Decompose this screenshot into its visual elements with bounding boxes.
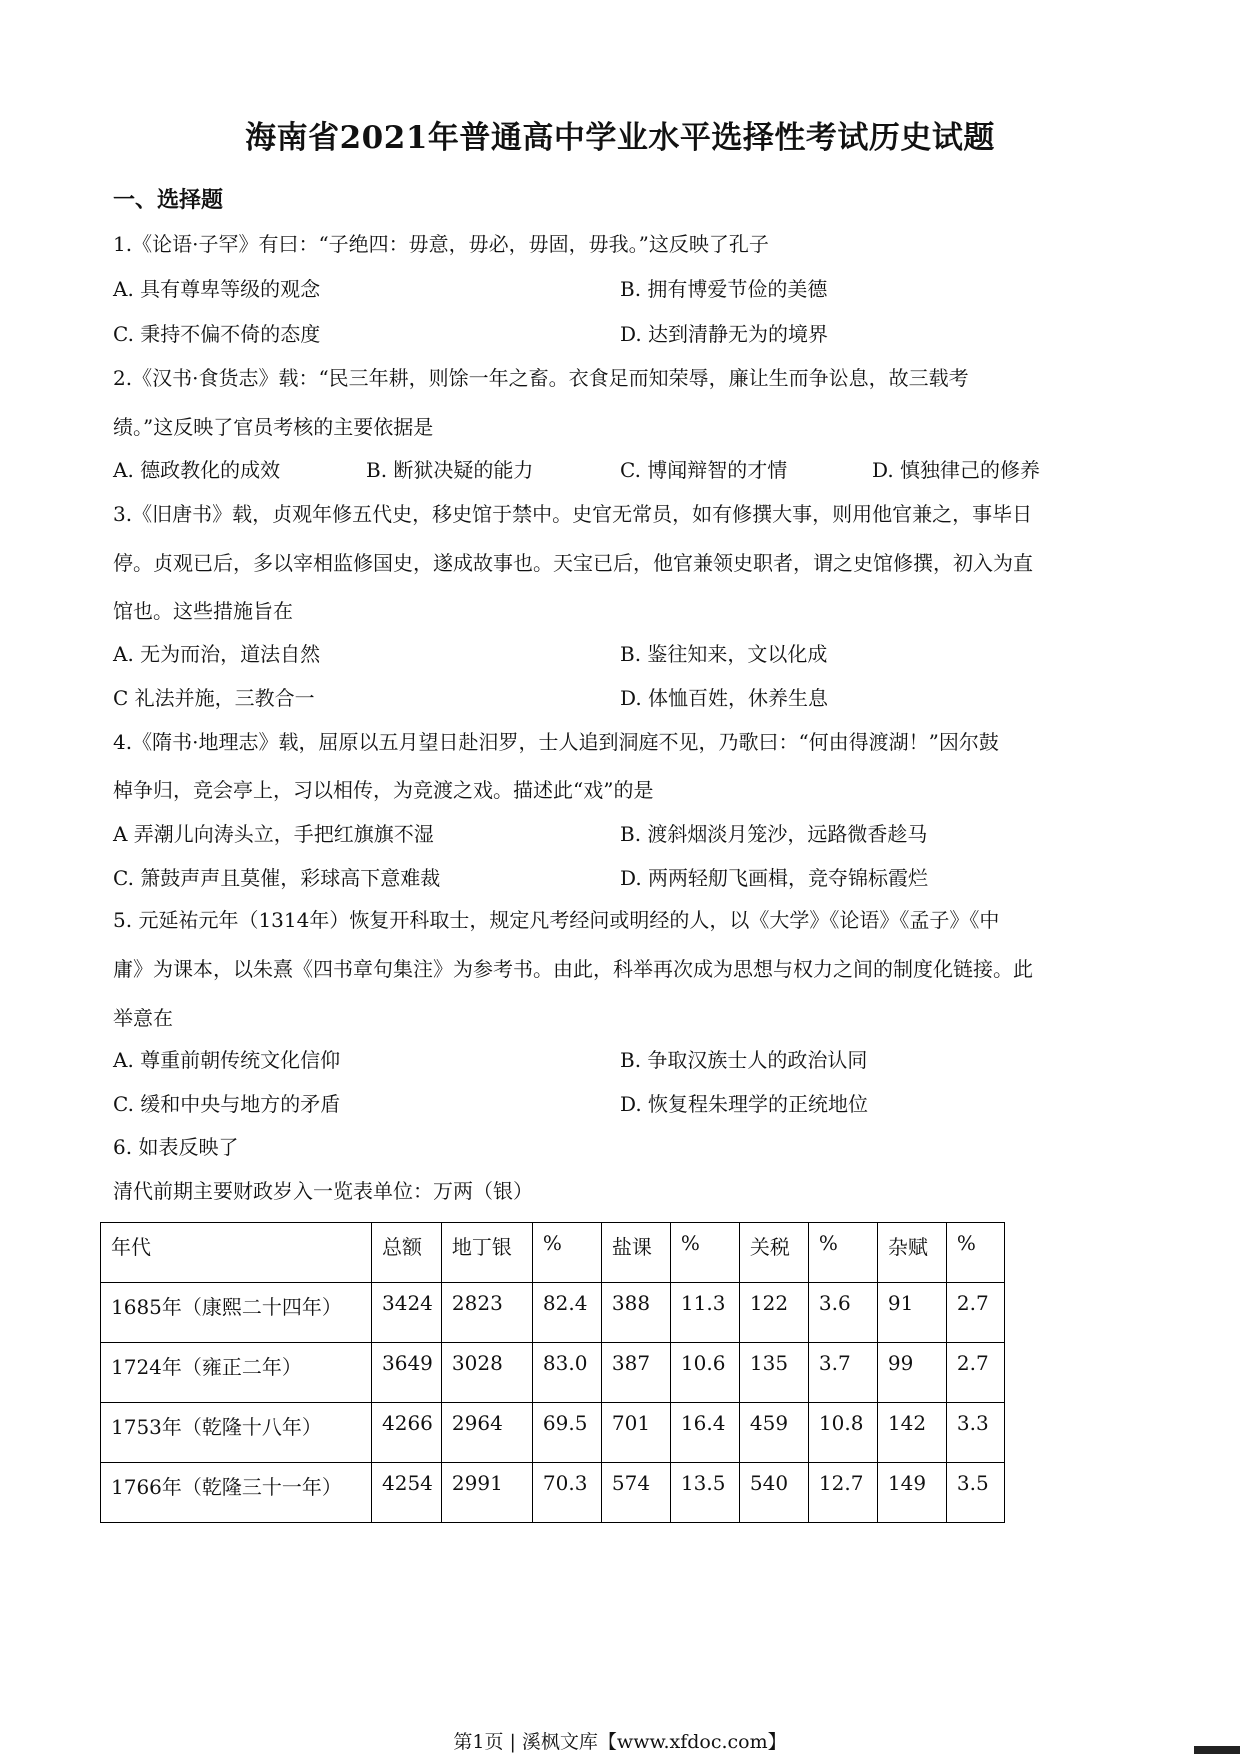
table-cell: 4266 bbox=[372, 1403, 442, 1463]
question-5-stem-line-1: 5. 元延祐元年（1314年）恢复开科取士，规定凡考经问或明经的人，以《大学》《论语》《孟子》《中 bbox=[113, 908, 1000, 932]
question-4-stem-line-2: 棹争归，竞会亭上，习以相传，为竞渡之戏。描述此“戏”的是 bbox=[113, 778, 654, 802]
table-cell: 83.0 bbox=[532, 1343, 601, 1403]
table-cell: 2964 bbox=[441, 1403, 532, 1463]
question-5-option-d[interactable]: D. 恢复程朱理学的正统地位 bbox=[620, 1092, 869, 1116]
table-cell: 387 bbox=[601, 1343, 670, 1403]
table-cell: 701 bbox=[601, 1403, 670, 1463]
table-row bbox=[101, 1403, 1005, 1463]
table-cell: 3.3 bbox=[946, 1403, 1004, 1463]
table-cell: 99 bbox=[877, 1343, 946, 1403]
question-6-stem: 6. 如表反映了 bbox=[113, 1135, 239, 1159]
question-5-stem-line-2: 庸》为课本，以朱熹《四书章句集注》为参考书。由此，科举再次成为思想与权力之间的制度化链接。此 bbox=[113, 957, 1033, 981]
table-header-cell: % bbox=[946, 1223, 1004, 1283]
table-cell: 388 bbox=[601, 1283, 670, 1343]
table-row bbox=[101, 1283, 1005, 1343]
question-3-option-d[interactable]: D. 体恤百姓，休养生息 bbox=[620, 686, 829, 710]
question-5-option-a[interactable]: A. 尊重前朝传统文化信仰 bbox=[113, 1048, 341, 1072]
table-row bbox=[101, 1463, 1005, 1523]
section-heading: 一、选择题 bbox=[113, 187, 224, 213]
question-3-stem-line-3: 馆也。这些措施旨在 bbox=[113, 599, 293, 623]
question-3-option-c[interactable]: C 礼法并施，三教合一 bbox=[113, 686, 315, 710]
question-2-option-a[interactable]: A. 德政教化的成效 bbox=[113, 458, 281, 482]
table-header-cell: % bbox=[532, 1223, 601, 1283]
page-title: 海南省2021年普通高中学业水平选择性考试历史试题 bbox=[245, 120, 995, 156]
table-header-cell: 盐课 bbox=[601, 1223, 670, 1283]
question-2-option-b[interactable]: B. 断狱决疑的能力 bbox=[366, 458, 534, 482]
table-cell: 122 bbox=[739, 1283, 808, 1343]
table-cell: 2823 bbox=[441, 1283, 532, 1343]
question-3-option-a[interactable]: A. 无为而治，道法自然 bbox=[113, 642, 321, 666]
table-cell: 3424 bbox=[372, 1283, 442, 1343]
question-4-option-d[interactable]: D. 两两轻舠飞画楫，竞夺锦标霞烂 bbox=[620, 866, 929, 890]
table-cell: 3.5 bbox=[946, 1463, 1004, 1523]
question-2-option-c[interactable]: C. 博闻辩智的才情 bbox=[620, 458, 788, 482]
table-cell: 135 bbox=[739, 1343, 808, 1403]
question-2-stem-line-1: 2.《汉书·食货志》载：“民三年耕，则馀一年之畜。衣食足而知荣辱，廉让生而争讼息，故三载考 bbox=[113, 366, 969, 390]
question-3-option-b[interactable]: B. 鉴往知来，文以化成 bbox=[620, 642, 828, 666]
table-header-cell: 地丁银 bbox=[441, 1223, 532, 1283]
table-cell: 1685年（康熙二十四年） bbox=[101, 1283, 372, 1343]
question-1-option-a[interactable]: A. 具有尊卑等级的观念 bbox=[113, 277, 321, 301]
question-1-option-d[interactable]: D. 达到清静无为的境界 bbox=[620, 322, 829, 346]
table-header-cell: 关税 bbox=[739, 1223, 808, 1283]
table-cell: 3.7 bbox=[808, 1343, 877, 1403]
question-4-option-b[interactable]: B. 渡斜烟淡月笼沙，远路微香趁马 bbox=[620, 822, 928, 846]
table-caption: 清代前期主要财政岁入一览表单位：万两（银） bbox=[113, 1179, 533, 1203]
question-5-option-b[interactable]: B. 争取汉族士人的政治认同 bbox=[620, 1048, 868, 1072]
table-cell: 82.4 bbox=[532, 1283, 601, 1343]
question-3-stem-line-2: 停。贞观已后，多以宰相监修国史，遂成故事也。天宝已后，他官兼领史职者，谓之史馆修撰，初入为直 bbox=[113, 551, 1033, 575]
question-4-option-c[interactable]: C. 箫鼓声声且莫催，彩球高下意难裁 bbox=[113, 866, 441, 890]
table-header-cell: 总额 bbox=[372, 1223, 442, 1283]
table-cell: 142 bbox=[877, 1403, 946, 1463]
table-cell: 3649 bbox=[372, 1343, 442, 1403]
question-2-stem-line-2: 绩。”这反映了官员考核的主要依据是 bbox=[113, 415, 434, 439]
question-5-option-c[interactable]: C. 缓和中央与地方的矛盾 bbox=[113, 1092, 341, 1116]
table-cell: 574 bbox=[601, 1463, 670, 1523]
table-cell: 2991 bbox=[441, 1463, 532, 1523]
table-header-cell: % bbox=[670, 1223, 739, 1283]
table-row bbox=[101, 1343, 1005, 1403]
question-1-option-c[interactable]: C. 秉持不偏不倚的态度 bbox=[113, 322, 321, 346]
question-5-stem-line-3: 举意在 bbox=[113, 1006, 173, 1030]
table-cell: 3.6 bbox=[808, 1283, 877, 1343]
table-header-cell: 杂赋 bbox=[877, 1223, 946, 1283]
table-cell: 1724年（雍正二年） bbox=[101, 1343, 372, 1403]
table-header-cell: % bbox=[808, 1223, 877, 1283]
table-cell: 12.7 bbox=[808, 1463, 877, 1523]
table-cell: 4254 bbox=[372, 1463, 442, 1523]
table-cell: 70.3 bbox=[532, 1463, 601, 1523]
question-1-stem: 1.《论语·子罕》有曰：“子绝四：毋意，毋必，毋固，毋我。”这反映了孔子 bbox=[113, 232, 769, 256]
table-cell: 1753年（乾隆十八年） bbox=[101, 1403, 372, 1463]
table-cell: 11.3 bbox=[670, 1283, 739, 1343]
corner-mark bbox=[1194, 1746, 1240, 1754]
table-cell: 459 bbox=[739, 1403, 808, 1463]
table-cell: 69.5 bbox=[532, 1403, 601, 1463]
fiscal-revenue-table bbox=[100, 1222, 1005, 1523]
table-cell: 3028 bbox=[441, 1343, 532, 1403]
table-cell: 1766年（乾隆三十一年） bbox=[101, 1463, 372, 1523]
table-cell: 13.5 bbox=[670, 1463, 739, 1523]
table-cell: 149 bbox=[877, 1463, 946, 1523]
question-3-stem-line-1: 3.《旧唐书》载，贞观年修五代史，移史馆于禁中。史官无常员，如有修撰大事，则用他官兼之，事毕日 bbox=[113, 502, 1033, 526]
table-cell: 10.8 bbox=[808, 1403, 877, 1463]
table-cell: 16.4 bbox=[670, 1403, 739, 1463]
table-header-row bbox=[101, 1223, 1005, 1283]
question-2-option-d[interactable]: D. 慎独律己的修养 bbox=[872, 458, 1041, 482]
table-cell: 2.7 bbox=[946, 1283, 1004, 1343]
table-cell: 540 bbox=[739, 1463, 808, 1523]
page-footer: 第1页 | 溪枫文库【www.xfdoc.com】 bbox=[453, 1731, 787, 1753]
table-cell: 91 bbox=[877, 1283, 946, 1343]
question-4-option-a[interactable]: A 弄潮儿向涛头立，手把红旗旗不湿 bbox=[113, 822, 434, 846]
table-cell: 2.7 bbox=[946, 1343, 1004, 1403]
table-header-cell: 年代 bbox=[101, 1223, 372, 1283]
question-4-stem-line-1: 4.《隋书·地理志》载，屈原以五月望日赴汨罗，士人追到洞庭不见，乃歌曰：“何由得渡湖！”因尔鼓 bbox=[113, 730, 999, 754]
question-1-option-b[interactable]: B. 拥有博爱节俭的美德 bbox=[620, 277, 828, 301]
table-cell: 10.6 bbox=[670, 1343, 739, 1403]
